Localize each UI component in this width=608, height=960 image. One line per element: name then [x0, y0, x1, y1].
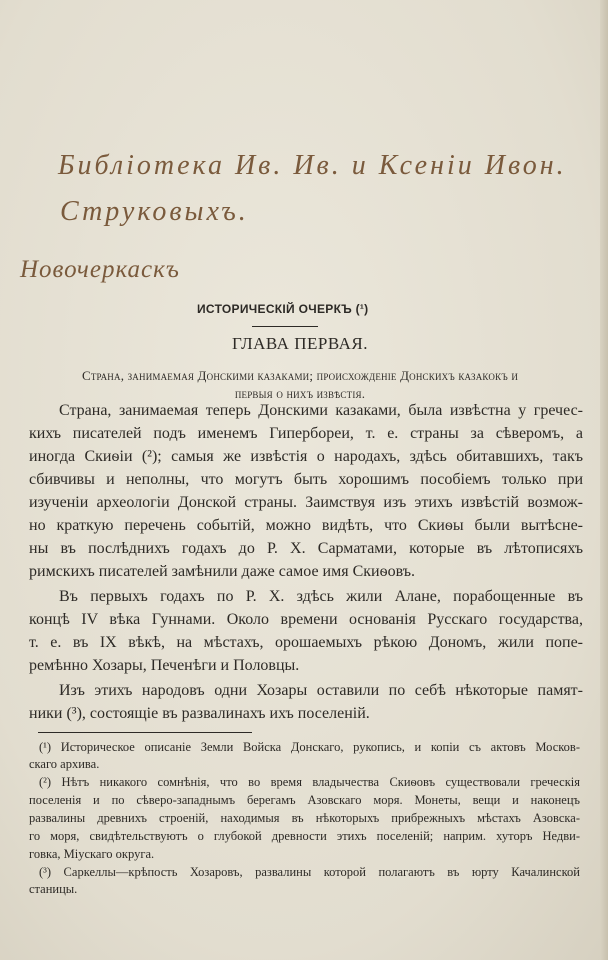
footnote-line: (¹) Историческое описаніе Земли Войска Донскаго, рукопись, и копіи съ актовъ Москов- — [39, 740, 580, 754]
body-line: ны въ послѣднихъ годахъ до Р. Х. Сарматами, которые въ лѣтописяхъ — [29, 540, 583, 557]
title-divider — [252, 326, 318, 327]
body-line: римскихъ писателей замѣнили даже самое имя Скиѳовъ. — [29, 563, 416, 580]
body-line: т. е. въ IX вѣкѣ, на мѣстахъ, орошаемыхъ рѣкою Дономъ, жили попе- — [29, 634, 583, 651]
chapter-heading: ГЛАВА ПЕРВАЯ. — [232, 334, 368, 353]
body-line: кихъ писателей подъ именемъ Гипербореи, т. е. страны за сѣверомъ, а — [29, 425, 583, 442]
body-line: Изъ этихъ народовъ одни Хозары оставили по себѣ нѣкоторые памят- — [59, 682, 583, 699]
footnote-line: скаго архива. — [29, 757, 100, 771]
body-line: иногда Скиѳіи (²); самыя же извѣстія о народахъ, здѣсь обитавшихъ, такъ — [29, 448, 583, 465]
section-title: ИСТОРИЧЕСКІЙ ОЧЕРКЪ (¹) — [197, 302, 369, 316]
footnote-line: развалины древнихъ строеній, находимыя въ нѣкоторыхъ прибрежныхъ мѣстахъ Азовска- — [29, 811, 580, 825]
body-line: но краткую перечень событій, можно видѣть, что Скиѳы были вытѣсне- — [29, 517, 583, 534]
handwritten-inscription-line2: Струковыхъ. — [60, 196, 249, 227]
footnote-line: поселенія и по сѣверо-западнымъ берегамъ Азовскаго моря. Монеты, вещи и наконецъ — [29, 793, 580, 807]
page-edge — [600, 0, 608, 960]
chapter-subtitle-line: Страна, занимаемая Донскими казаками; происхожденіе Донскихъ казакокъ и — [81, 368, 519, 383]
body-line: Страна, занимаемая теперь Донскими казаками, была извѣстна у гречес- — [59, 402, 583, 419]
handwritten-inscription-line3: Новочеркаскъ — [20, 256, 180, 283]
body-line: сбивчивы и неполны, что могутъ быть хорошимъ пособіемъ только при — [29, 471, 583, 488]
footnote-line: (³) Саркеллы—крѣпость Хозаровъ, развалины которой полагаютъ въ юрту Качалинской — [39, 865, 580, 879]
body-line: Въ первыхъ годахъ по Р. Х. здѣсь жили Алане, порабощенные въ — [59, 588, 583, 605]
chapter-subtitle-line: первыя о нихъ извѣстія. — [234, 386, 366, 401]
footnote-line: станицы. — [29, 882, 78, 896]
body-line: ники (³), состоящіе въ развалинахъ ихъ поселеній. — [29, 705, 370, 722]
footnote-divider — [38, 732, 252, 733]
handwritten-inscription-line1: Библіотека Ив. Ив. и Ксеніи Ивон. — [58, 150, 567, 181]
body-line: ремѣнно Хозары, Печенѣги и Половцы. — [29, 657, 300, 674]
footnote-line: го моря, свидѣтельствуютъ о глубокой древности этихъ поселеній; наприм. хуторъ Недви- — [29, 829, 580, 843]
footnote-line: (²) Нѣтъ никакого сомнѣнія, что во время владычества Скиѳовъ существовали греческія — [39, 775, 580, 789]
body-line: изученіи археологіи Донской страны. Заимствуя изъ этихъ извѣстій возмож- — [29, 494, 583, 511]
footnote-line: говка, Міускаго округа. — [29, 847, 155, 861]
body-line: концѣ IV вѣка Гуннами. Около времени основанія Русскаго государства, — [29, 611, 583, 628]
